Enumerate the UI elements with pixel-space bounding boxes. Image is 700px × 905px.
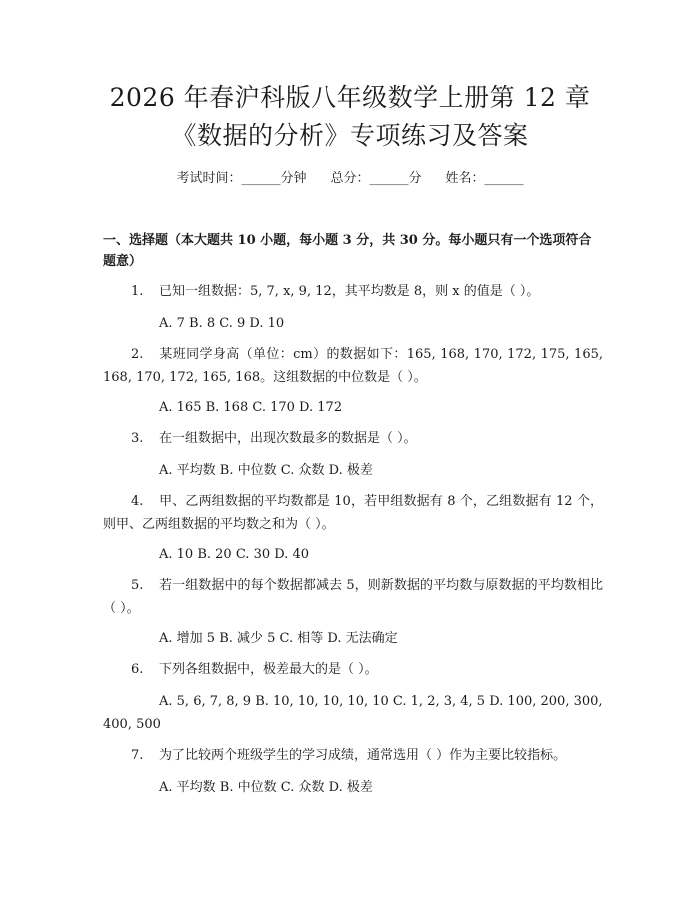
- exam-time-field: [176, 171, 306, 186]
- question-number: 2.: [131, 347, 144, 362]
- question-2-options: [103, 396, 603, 419]
- options-text: A. 165 B. 168 C. 170 D. 172: [159, 400, 343, 415]
- total-score-blank: ______: [369, 171, 409, 186]
- question-5: [103, 574, 603, 620]
- document-title-line-2: 《数据的分析》专项练习及答案: [171, 121, 529, 150]
- total-score-unit: 分: [408, 171, 422, 186]
- question-6-options: A. 5, 6, 7, 8, 9 B. 10, 10, 10, 10, 10 C. 1, 2, 3, 4, 5 D. 100, 200, 300, 400, 500: [103, 694, 603, 732]
- question-number: 7.: [131, 748, 144, 763]
- question-6: [103, 658, 603, 681]
- question-number: 3.: [131, 431, 144, 446]
- question-number: 6.: [131, 662, 144, 677]
- question-text: 已知一组数据：5, 7, x, 9, 12，其平均数是 8，则 x 的值是（ ）。: [159, 284, 540, 299]
- options-text: A. 10 B. 20 C. 30 D. 40: [159, 547, 310, 562]
- question-text: 为了比较两个班级学生的学习成绩，通常选用（ ）作为主要比较指标。: [159, 748, 567, 763]
- question-7-options: [103, 776, 603, 799]
- exam-time-blank: ______: [241, 171, 281, 186]
- student-name-field: [446, 171, 524, 186]
- question-3-options: [103, 459, 603, 482]
- question-number: 1.: [131, 284, 144, 299]
- options-text: A. 平均数 B. 中位数 C. 众数 D. 极差: [159, 780, 373, 795]
- question-text: 若一组数据中的每个数据都减去 5，则新数据的平均数与原数据的平均数相比（ ）。: [103, 578, 603, 616]
- question-number: 4.: [131, 494, 144, 509]
- total-score-field: [330, 171, 421, 186]
- options-text: A. 平均数 B. 中位数 C. 众数 D. 极差: [159, 463, 373, 478]
- question-text: 下列各组数据中，极差最大的是（ ）。: [159, 662, 378, 677]
- question-4-options: [103, 543, 603, 566]
- document-title-line-1: 2026 年春沪科版八年级数学上册第 12 章: [109, 83, 591, 112]
- exam-meta-line: [0, 170, 700, 188]
- question-number: 5.: [131, 578, 144, 593]
- question-5-options: [103, 627, 603, 650]
- question-3: [103, 427, 603, 450]
- question-text: 甲、乙两组数据的平均数都是 10，若甲组数据有 8 个，乙组数据有 12 个，则甲、乙两组数据的平均数之和为（ ）。: [103, 494, 603, 532]
- exam-time-unit: 分钟: [280, 171, 307, 186]
- exam-time-label: 考试时间：: [176, 171, 242, 186]
- question-7: [103, 744, 603, 767]
- options-text: A. 增加 5 B. 减少 5 C. 相等 D. 无法确定: [159, 631, 398, 646]
- question-text: 某班同学身高（单位：cm）的数据如下：165, 168, 170, 172, 175, 165, 168, 170, 172, 165, 168。这组数据的中位数是（ ）。: [103, 347, 603, 385]
- student-name-label: 姓名：: [445, 171, 485, 186]
- question-4: [103, 490, 603, 536]
- student-name-blank: ______: [484, 171, 524, 186]
- section-heading-choice: 一、选择题（本大题共 10 小题，每小题 3 分，共 30 分。每小题只有一个选项符合题意）: [103, 233, 592, 269]
- question-text: 在一组数据中，出现次数最多的数据是（ ）。: [159, 431, 417, 446]
- question-2: [103, 343, 603, 389]
- question-1-options: [103, 312, 603, 335]
- options-text: A. 7 B. 8 C. 9 D. 10: [159, 316, 285, 331]
- question-1: [103, 280, 603, 303]
- total-score-label: 总分：: [330, 171, 370, 186]
